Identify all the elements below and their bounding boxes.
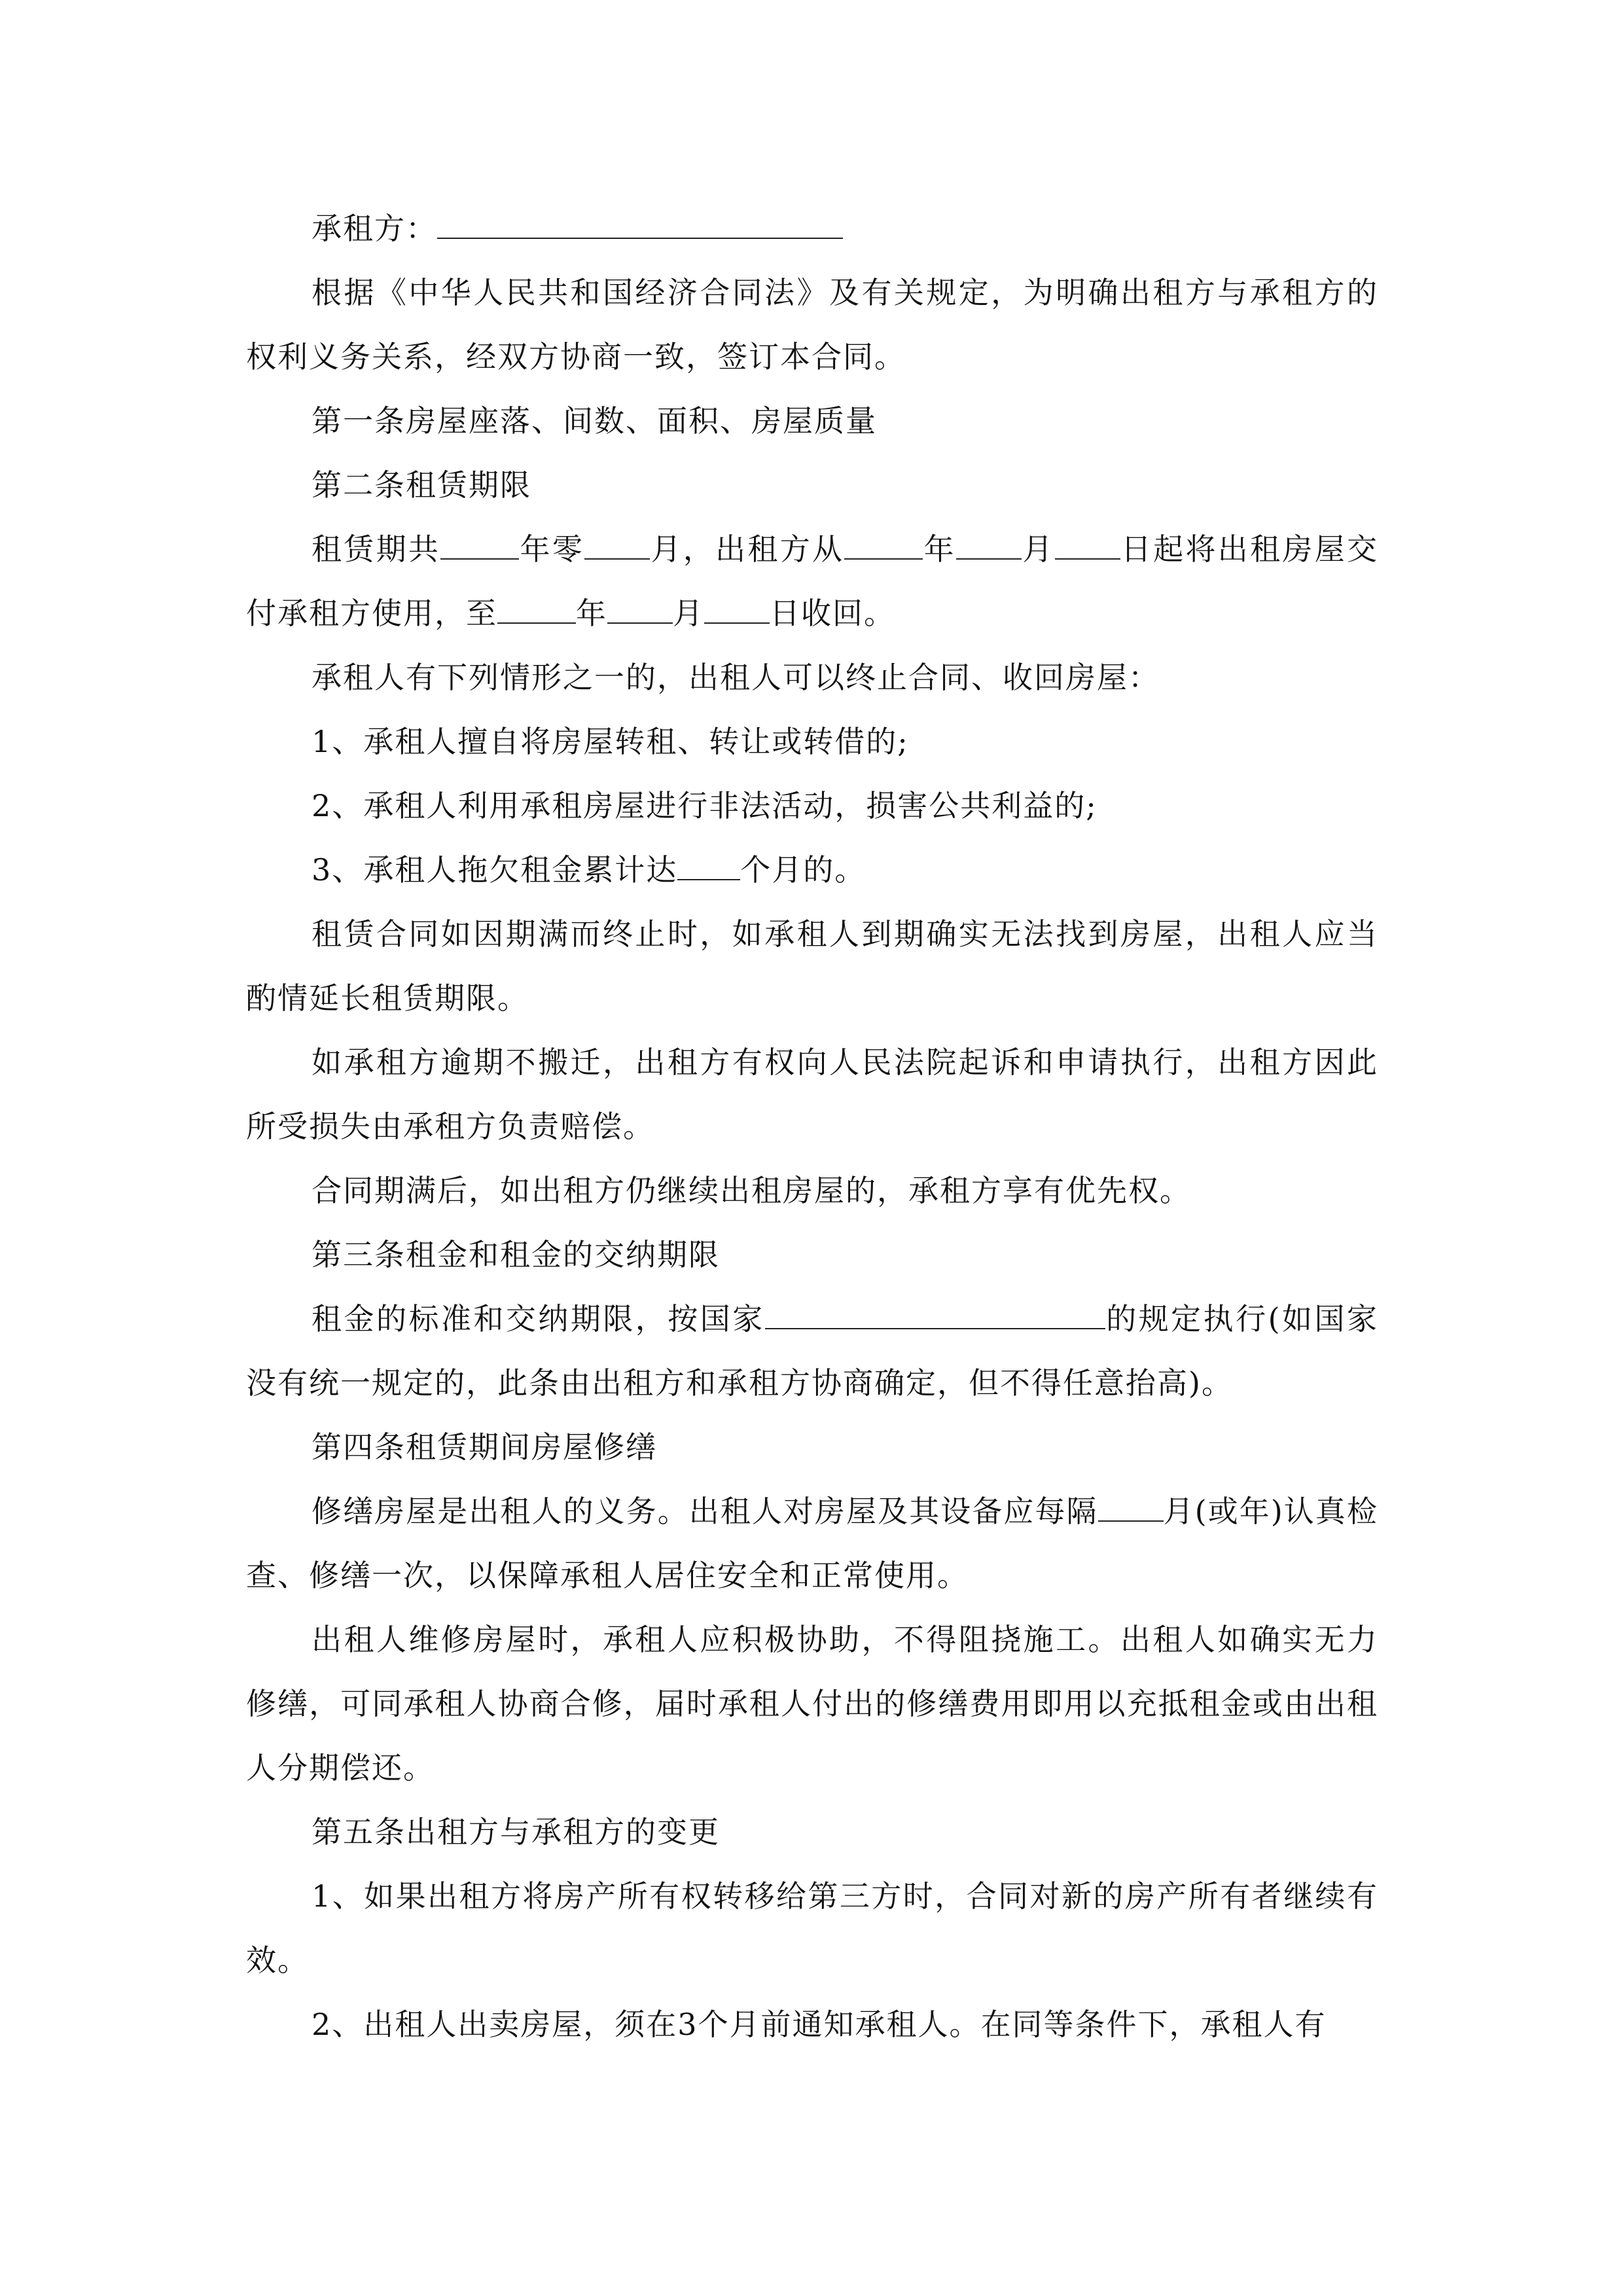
- contract-body: [246, 196, 1378, 2056]
- termination-item-1: 1、承租人擅自将房屋转租、转让或转借的;: [312, 724, 909, 759]
- lessee-blank: [437, 209, 843, 239]
- change-item-1: 1、如果出租方将房产所有权转移给第三方时，合同对新的房产所有者继续有效。: [246, 1878, 1378, 1978]
- termination-item-2: 2、承租人利用承租房屋进行非法活动，损害公共利益的;: [312, 788, 1097, 823]
- article-5-heading: 第五条出租方与承租方的变更: [312, 1814, 720, 1850]
- priority-paragraph: 合同期满后，如出租方仍继续出租房屋的，承租方享有优先权。: [312, 1173, 1191, 1208]
- rent-paragraph: 租金的标准和交纳期限，按国家 的规定执行(如国家没有统一规定的，此条由出租方和承租方协商确定，但不得任意抬高)。: [246, 1287, 1378, 1415]
- overdue-paragraph: 如承租方逾期不搬迁，出租方有权向人民法院起诉和申请执行，出租方因此所受损失由承租方负责赔偿。: [246, 1045, 1378, 1144]
- intro-paragraph: 根据《中华人民共和国经济合同法》及有关规定，为明确出租方与承租方的权利义务关系，经双方协商一致，签订本合同。: [246, 275, 1378, 374]
- expiry-paragraph: 租赁合同如因期满而终止时，如承租人到期确实无法找到房屋，出租人应当酌情延长租赁期限。: [246, 916, 1378, 1016]
- repair-paragraph: 修缮房屋是出租人的义务。出租人对房屋及其设备应每隔 月(或年)认真检查、修缮一次，以保障承租人居住安全和正常使用。: [246, 1479, 1378, 1607]
- repair-cooperation-paragraph: 出租人维修房屋时，承租人应积极协助，不得阻挠施工。出租人如确实无力修缮，可同承租人协商合修，届时承租人付出的修缮费用即用以充抵租金或由出租人分期偿还。: [246, 1622, 1378, 1785]
- article-3-heading: 第三条租金和租金的交纳期限: [312, 1237, 720, 1272]
- lessee-label: 承租方：: [312, 211, 437, 246]
- article-4-heading: 第四条租赁期间房屋修缮: [312, 1429, 657, 1465]
- termination-intro: 承租人有下列情形之一的，出租人可以终止合同、收回房屋：: [312, 660, 1160, 695]
- lessee-line: [246, 196, 1378, 260]
- lease-term-paragraph: 租赁期共 年零 月，出租方从 年 月 日起将出租房屋交付承租方使用，至 年 月 日收回。: [246, 517, 1378, 645]
- change-item-2: 2、出租人出卖房屋，须在3个月前通知承租人。在同等条件下，承租人有: [312, 2007, 1327, 2042]
- article-2-heading: 第二条租赁期限: [312, 467, 531, 503]
- article-1-heading: 第一条房屋座落、间数、面积、房屋质量: [312, 403, 877, 439]
- termination-item-3: 3、承租人拖欠租金累计达 个月的。: [246, 838, 1378, 902]
